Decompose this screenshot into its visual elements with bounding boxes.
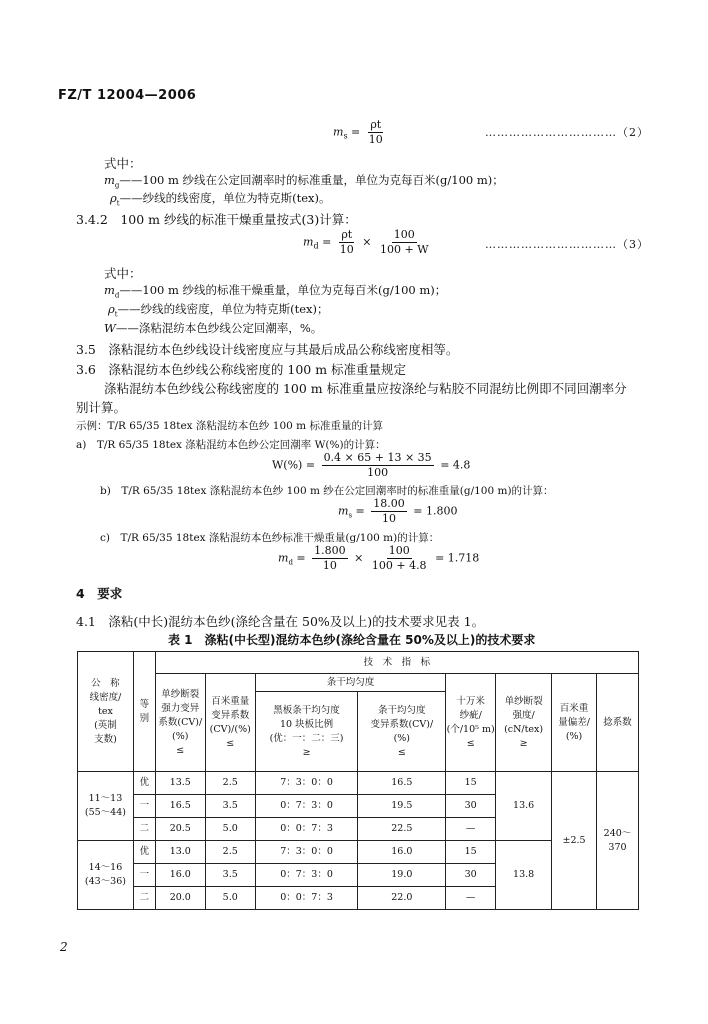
cv-evenness-cell: 16.5: [358, 772, 446, 795]
grade-cell: 优: [133, 841, 155, 864]
cv-weight-cell: 5.0: [205, 887, 255, 910]
doc-number: FZ/T 12004—2006: [58, 88, 197, 103]
table-caption: 表 1 涤粘(中长型)混纺本色纱(涤纶含量在 50%及以上)的技术要求: [168, 633, 536, 647]
grade-cell: 二: [133, 887, 155, 910]
col-tenacity: 单纱断裂 强度/ (cN/tex) ≥: [496, 674, 552, 772]
cv-weight-cell: 2.5: [205, 841, 255, 864]
page-number: 2: [60, 940, 68, 954]
paragraph: 涤粘混纺本色纱线公称线密度的 100 m 标准重量应按涤纶与粘胶不同混纺比例即不同回潮率分: [104, 381, 627, 396]
cv-strength-cell: 13.0: [155, 841, 205, 864]
weight-dev-cell: ±2.5: [552, 772, 597, 910]
grade-cell: 优: [133, 772, 155, 795]
neps-cell: 30: [446, 795, 496, 818]
example-title: 示例：T/R 65/35 18tex 涤粘混纺本色纱 100 m 标准重量的计算: [76, 420, 383, 432]
col-density-header: 公 称 线密度/ tex (英制 支数): [78, 652, 134, 772]
example-c: c) T/R 65/35 18tex 涤粘混纺本色纱标准干燥重量(g/100 m)的计算：: [100, 532, 440, 544]
grade-cell: 二: [133, 818, 155, 841]
blackboard-cell: 7：3：0：0: [255, 841, 358, 864]
cv-strength-cell: 20.5: [155, 818, 205, 841]
twist-cell: 240～ 370: [597, 772, 639, 910]
where-label: 式中：: [104, 266, 142, 281]
where-line: $m_g——100$ m 纱线在公定回潮率时的标准重量，单位为克每百米(g/100 m)；: [104, 173, 504, 190]
spec-table: [77, 651, 639, 910]
section-3-6: 3.6 涤粘混纺本色纱线公称线密度的 100 m 标准重量规定: [76, 362, 407, 377]
blackboard-cell: 0：7：3：0: [255, 795, 358, 818]
tech-header: 技 术 指 标: [155, 652, 638, 674]
neps-cell: 15: [446, 772, 496, 795]
cv-weight-cell: 2.5: [205, 772, 255, 795]
neps-cell: 30: [446, 864, 496, 887]
example-a-formula: W(%) = $\frac{0.4 \times 65 + 13 \times 35}{100}$ = 4.8: [272, 451, 471, 479]
cv-evenness-cell: 16.0: [358, 841, 446, 864]
section-3-4-2: 3.4.2 100 m 纱线的标准干燥重量按式(3)计算：: [76, 212, 357, 227]
grade-cell: 一: [133, 864, 155, 887]
density-cell: 11～13 (55～44): [78, 772, 134, 841]
where-line: $m_d——100$ m 纱线的标准干燥重量，单位为克每百米(g/100 m)；: [104, 283, 447, 300]
neps-cell: —: [446, 818, 496, 841]
table-row: [78, 772, 639, 795]
tenacity-cell: 13.8: [496, 841, 552, 910]
formula-3-tag: ……………………………（3）: [485, 238, 649, 251]
where-line: $\rho_t——$纱线的线密度，单位为特克斯(tex)；: [108, 302, 329, 319]
col-weight-dev: 百米重 量偏差/ (%): [552, 674, 597, 772]
paragraph: 别计算。: [76, 400, 127, 415]
col-grade-header: 等 别: [133, 652, 155, 772]
blackboard-cell: 0：7：3：0: [255, 864, 358, 887]
example-b: b) T/R 65/35 18tex 涤粘混纺本色纱 100 m 纱在公定回潮率时的标准重量(g/100 m)的计算：: [100, 485, 554, 497]
section-4-heading: 4 要求: [76, 586, 123, 601]
formula-2-tag: ……………………………（2）: [485, 126, 649, 139]
col-twist: 捻系数: [597, 674, 639, 772]
cv-strength-cell: 13.5: [155, 772, 205, 795]
cv-evenness-cell: 22.5: [358, 818, 446, 841]
col-cv-strength: 单纱断裂 强力变异 系数(CV)/ (%) ≤: [155, 674, 205, 772]
cv-strength-cell: 20.0: [155, 887, 205, 910]
where-line: $\rho_t——$纱线的线密度，单位为特克斯(tex)。: [110, 191, 331, 208]
formula-2: $m_s$ = $\frac{\rho t}{10}$: [333, 118, 383, 146]
col-neps: 十万米 纱疵/ (个/10⁵ m) ≤: [446, 674, 496, 772]
evenness-header: 条干均匀度: [255, 674, 446, 692]
cv-evenness-cell: 19.5: [358, 795, 446, 818]
cv-weight-cell: 3.5: [205, 795, 255, 818]
blackboard-cell: 0：0：7：3: [255, 887, 358, 910]
cv-evenness-cell: 19.0: [358, 864, 446, 887]
cv-weight-cell: 3.5: [205, 864, 255, 887]
grade-cell: 一: [133, 795, 155, 818]
section-4-1: 4.1 涤粘(中长)混纺本色纱(涤纶含量在 50%及以上)的技术要求见表 1。: [76, 614, 485, 629]
where-line: W——涤粘混纺本色纱线公定回潮率，%。: [104, 321, 323, 335]
cv-weight-cell: 5.0: [205, 818, 255, 841]
formula-3: $m_d$ = $\frac{\rho t}{10}$ × $\frac{100}{100 + W}$: [303, 228, 429, 256]
neps-cell: 15: [446, 841, 496, 864]
example-c-formula: $m_d$ = $\frac{1.800}{10}$ × $\frac{100}{100 + 4.8}$ = 1.718: [278, 544, 480, 572]
col-blackboard: 黑板条干均匀度 10 块板比例 (优：一：二：三) ≥: [255, 692, 358, 772]
cv-strength-cell: 16.5: [155, 795, 205, 818]
density-cell: 14～16 (43～36): [78, 841, 134, 910]
tenacity-cell: 13.6: [496, 772, 552, 841]
example-a: a) T/R 65/35 18tex 涤粘混纺本色纱公定回潮率 W(%)的计算：: [76, 439, 386, 451]
section-3-5: 3.5 涤粘混纺本色纱线设计线密度应与其最后成品公称线密度相等。: [76, 342, 459, 357]
cv-evenness-cell: 22.0: [358, 887, 446, 910]
cv-strength-cell: 16.0: [155, 864, 205, 887]
col-cv-weight: 百米重量 变异系数 (CV)/(%) ≤: [205, 674, 255, 772]
col-cv-evenness: 条干均匀度 变异系数(CV)/ (%) ≤: [358, 692, 446, 772]
blackboard-cell: 0：0：7：3: [255, 818, 358, 841]
example-b-formula: $m_s$ = $\frac{18.00}{10}$ = 1.800: [338, 497, 458, 525]
where-label: 式中：: [104, 156, 142, 171]
blackboard-cell: 7：3：0：0: [255, 772, 358, 795]
neps-cell: —: [446, 887, 496, 910]
